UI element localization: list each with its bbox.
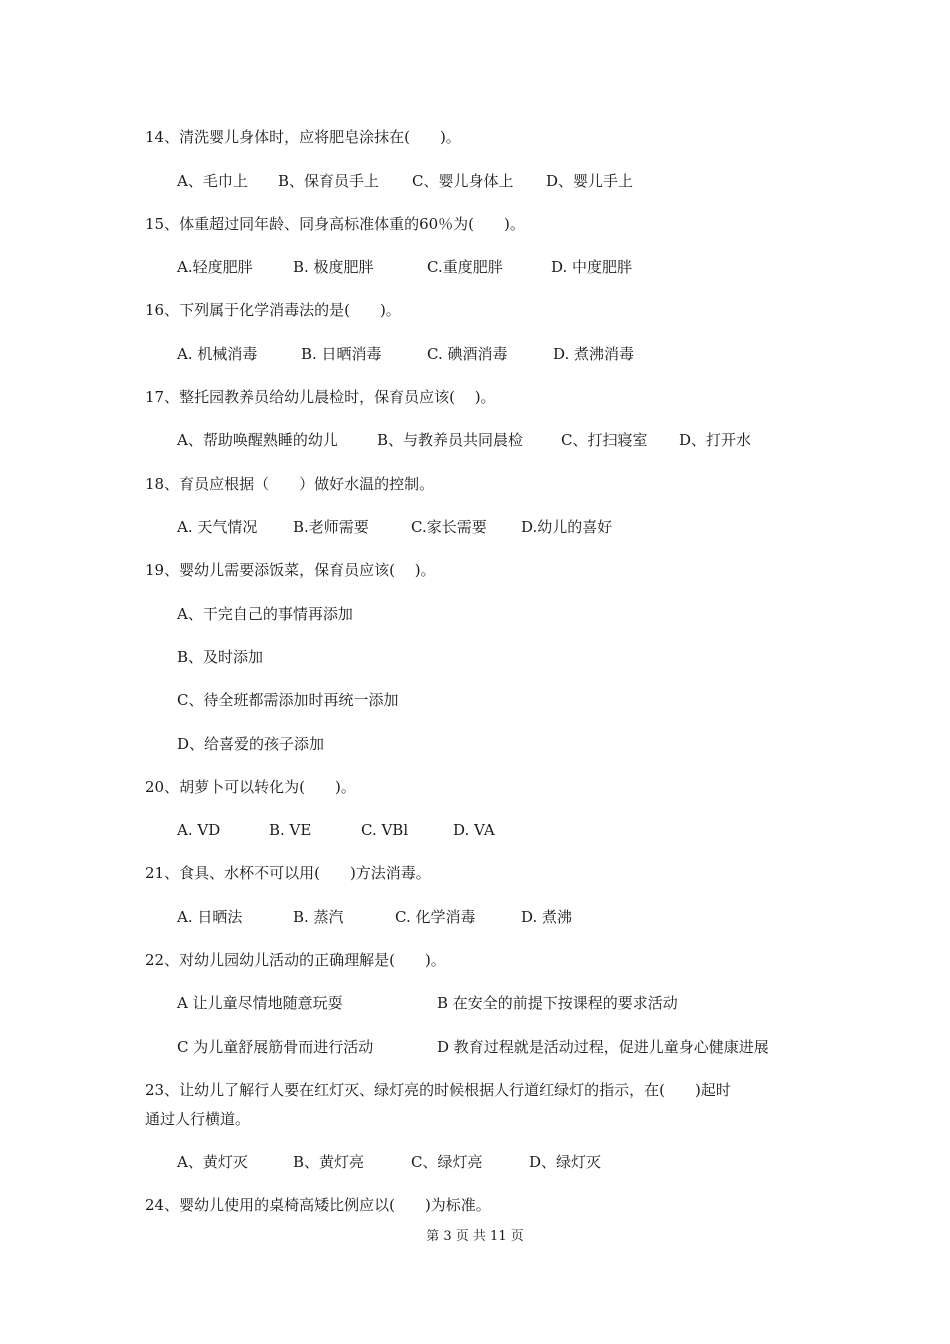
- option-a: A. 机械消毒: [177, 345, 258, 363]
- option-c: C 为儿童舒展筋骨而进行活动: [177, 1038, 374, 1056]
- option-d: D. VA: [453, 821, 495, 839]
- question-21-stem: 21、食具、水杯不可以用( )方法消毒。: [145, 864, 431, 882]
- option-c: C.重度肥胖: [427, 258, 503, 276]
- question-15-stem: 15、体重超过同年龄、同身高标准体重的60％为( )。: [145, 215, 525, 233]
- option-c: C. 碘酒消毒: [427, 345, 508, 363]
- option-a: A、黄灯灭: [177, 1153, 248, 1171]
- question-21-options: [177, 907, 572, 927]
- question-19-stem: 19、婴幼儿需要添饭菜，保育员应该( )。: [145, 561, 436, 579]
- option-b: B、保育员手上: [278, 172, 380, 190]
- option-b: B、黄灯亮: [293, 1153, 365, 1171]
- option-d: D、打开水: [679, 431, 752, 449]
- question-20-stem: 20、胡萝卜可以转化为( )。: [145, 778, 356, 796]
- question-23-stem-line-1: 23、让幼儿了解行人要在红灯灭、绿灯亮的时候根据人行道红绿灯的指示，在( )起时: [145, 1081, 731, 1099]
- option-c: C、打扫寝室: [561, 431, 648, 449]
- option-b: B、与教养员共同晨检: [377, 431, 524, 449]
- option-a: A. 天气情况: [177, 518, 258, 536]
- option-b: B. 日晒消毒: [301, 345, 382, 363]
- question-19-option-b: B、及时添加: [177, 648, 264, 666]
- option-d: D 教育过程就是活动过程，促进儿童身心健康进展: [437, 1038, 769, 1056]
- option-a: A、毛巾上: [177, 172, 248, 190]
- option-c: C、绿灯亮: [411, 1153, 483, 1171]
- option-d: D. 煮沸消毒: [553, 345, 635, 363]
- question-19-option-d: D、给喜爱的孩子添加: [177, 735, 325, 753]
- option-d: D. 煮沸: [521, 908, 573, 926]
- option-b: B. 蒸汽: [293, 908, 344, 926]
- question-19-option-c: C、待全班都需添加时再统一添加: [177, 691, 399, 709]
- question-18-options: [177, 517, 612, 537]
- question-22-options-row-1: [177, 993, 678, 1013]
- option-a: A. 日晒法: [177, 908, 243, 926]
- option-d: D、绿灯灭: [529, 1153, 602, 1171]
- option-a: A、帮助唤醒熟睡的幼儿: [177, 431, 338, 449]
- option-d: D、婴儿手上: [546, 172, 634, 190]
- question-20-options: [177, 820, 495, 840]
- question-22-options-row-2: [177, 1037, 769, 1057]
- option-c: C、婴儿身体上: [412, 172, 514, 190]
- option-b: B.老师需要: [293, 518, 369, 536]
- question-17-stem: 17、整托园教养员给幼儿晨检时，保育员应该( )。: [145, 388, 496, 406]
- option-b: B 在安全的前提下按课程的要求活动: [437, 994, 678, 1012]
- question-24-stem: 24、婴幼儿使用的桌椅高矮比例应以( )为标准。: [145, 1196, 491, 1214]
- question-18-stem: 18、育员应根据（ ）做好水温的控制。: [145, 475, 435, 493]
- question-15-options: [177, 257, 632, 277]
- option-a: A. VD: [177, 821, 221, 839]
- option-c: C. VBl: [361, 821, 409, 839]
- question-14-stem: 14、清洗婴儿身体时，应将肥皂涂抹在( )。: [145, 128, 461, 146]
- option-d: D.幼儿的喜好: [521, 518, 613, 536]
- option-b: B. VE: [269, 821, 312, 839]
- question-22-stem: 22、对幼儿园幼儿活动的正确理解是( )。: [145, 951, 446, 969]
- question-23-options: [177, 1152, 601, 1172]
- question-17-options: [177, 430, 751, 450]
- question-14-options: [177, 171, 633, 191]
- option-b: B. 极度肥胖: [293, 258, 374, 276]
- option-a: A 让儿童尽情地随意玩耍: [177, 994, 343, 1012]
- page-footer: 第 3 页 共 11 页: [426, 1229, 524, 1244]
- question-16-stem: 16、下列属于化学消毒法的是( )。: [145, 301, 401, 319]
- question-19-option-a: A、干完自己的事情再添加: [177, 605, 353, 623]
- option-d: D. 中度肥胖: [551, 258, 633, 276]
- option-c: C. 化学消毒: [395, 908, 476, 926]
- option-c: C.家长需要: [411, 518, 487, 536]
- question-23-stem-line-2: 通过人行横道。: [145, 1110, 251, 1128]
- question-16-options: [177, 344, 634, 364]
- option-a: A.轻度肥胖: [177, 258, 253, 276]
